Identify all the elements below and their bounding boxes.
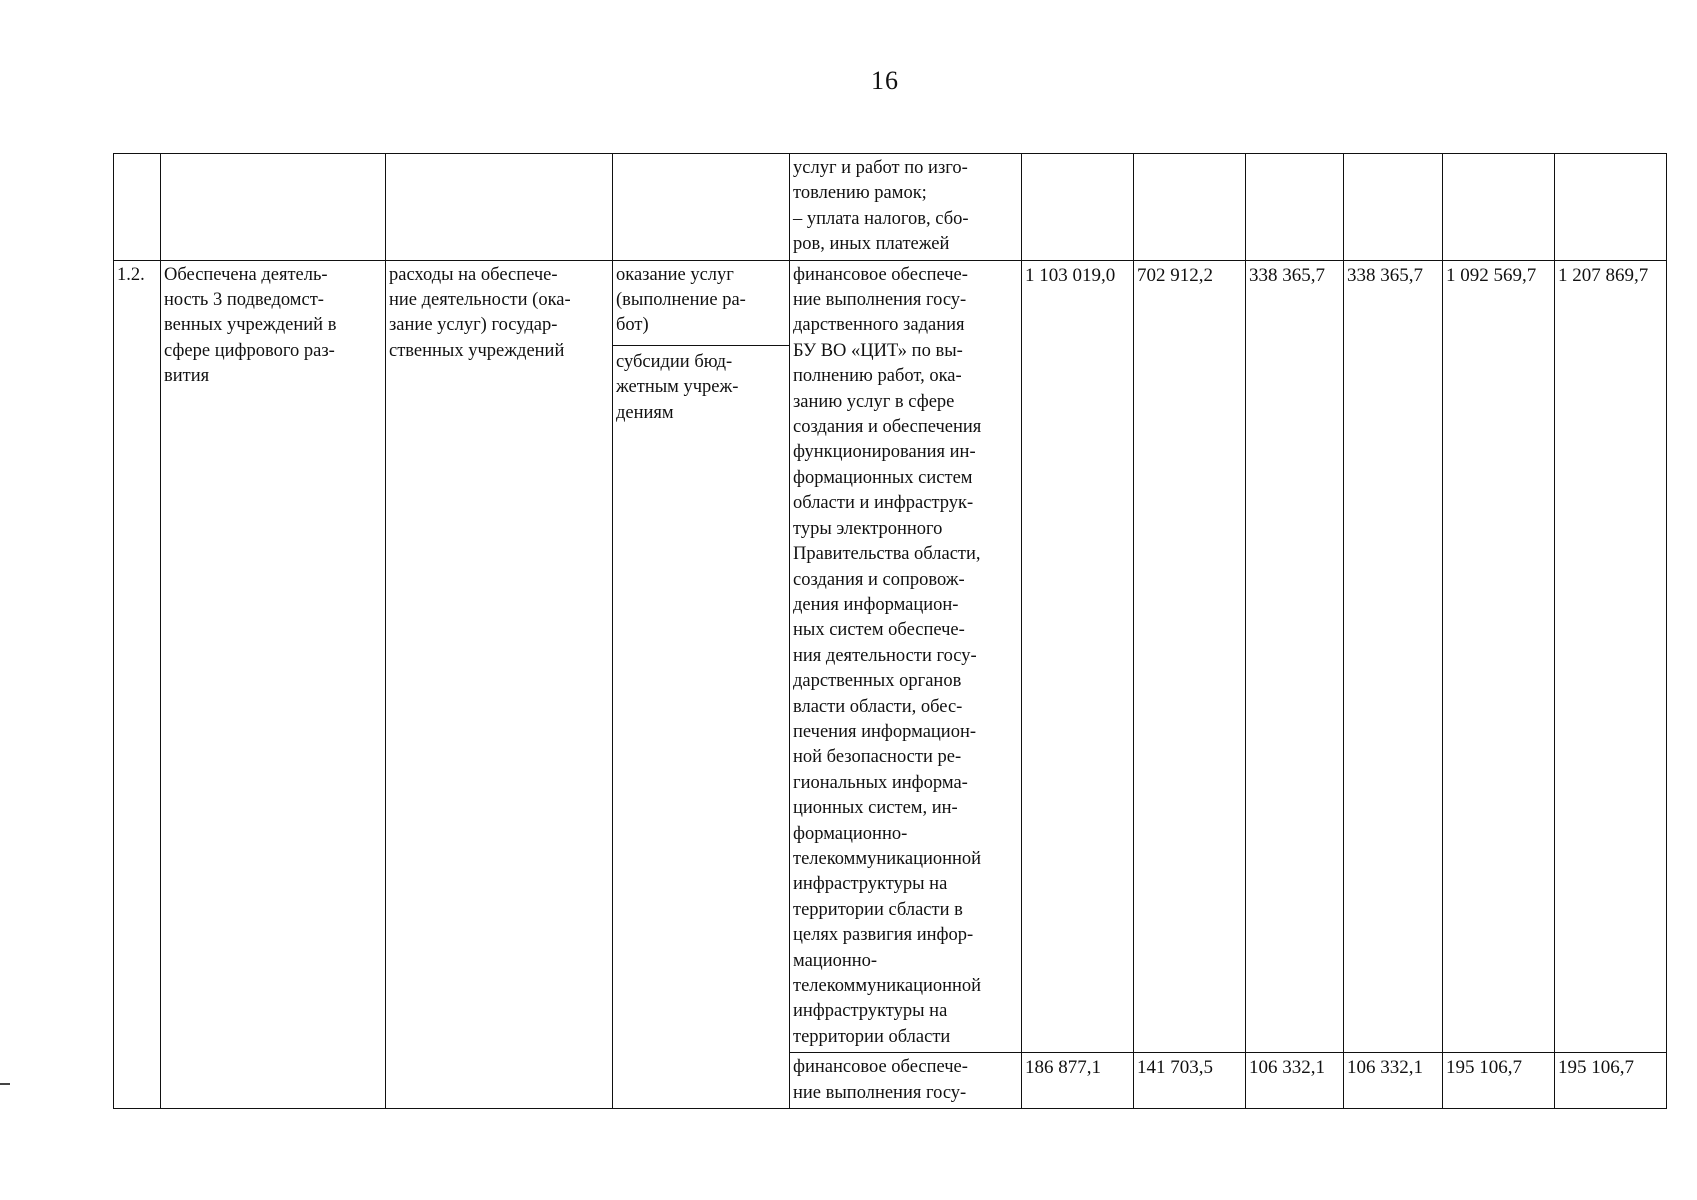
text-line: полнению работ, ока-: [793, 366, 962, 387]
value-cell: 338 365,7: [1246, 260, 1344, 1053]
expense-kind-services: [613, 261, 789, 345]
continuation-description: [790, 154, 1022, 261]
text-line: – уплата налогов, сбо-: [793, 208, 969, 229]
text-line: финансовое обеспече-: [793, 1057, 968, 1078]
text-line: БУ ВО «ЦИТ» по вы-: [793, 340, 963, 361]
text-line: финансовое обеспече-: [793, 264, 968, 285]
text-line: ционных систем, ин-: [793, 798, 958, 819]
text-line: власти области, обес-: [793, 696, 963, 717]
text-line: формационно-: [793, 823, 908, 844]
text-line: ние выполнения госу-: [793, 1082, 967, 1103]
text-line: зание услуг) государ-: [389, 315, 558, 336]
value-cell: 106 332,1: [1344, 1053, 1443, 1109]
text-line: дарственных органов: [793, 671, 962, 692]
text-line: дения информацион-: [793, 594, 959, 615]
text-line: ния деятельности госу-: [793, 645, 977, 666]
text-line: оказание услуг: [616, 264, 734, 285]
text-line: Правительства области,: [793, 544, 981, 565]
text-line: вития: [164, 366, 210, 387]
expense-kind-cell: [613, 260, 790, 1108]
text-line: гиональных информа-: [793, 772, 968, 793]
cell-expense-kind-empty: [613, 154, 790, 261]
value-cell: 106 332,1: [1246, 1053, 1344, 1109]
value-cell: 141 703,5: [1134, 1053, 1246, 1109]
value-cell-empty: [1022, 154, 1134, 261]
description-cell: [790, 1053, 1022, 1109]
text-line: расходы на обеспече-: [389, 264, 558, 285]
text-line: целях развигия инфор-: [793, 925, 974, 946]
text-line: услуг и работ по изго-: [793, 158, 968, 178]
text-line: создания и сопровож-: [793, 569, 965, 590]
text-line: ность 3 подведомст-: [164, 290, 324, 311]
text-line: венных учреждений в: [164, 315, 337, 336]
description-cell: [790, 260, 1022, 1053]
text-line: сфере цифрового раз-: [164, 340, 335, 361]
text-line: печения информацион-: [793, 721, 977, 742]
text-line: инфраструктуры на: [793, 1001, 948, 1022]
value-cell: 1 092 569,7: [1443, 260, 1555, 1053]
budget-table: [113, 153, 1667, 1109]
text-line: телекоммуникационной: [793, 848, 982, 869]
text-line: ние деятельности (ока-: [389, 290, 571, 311]
text-line: дарственного задания: [793, 315, 965, 336]
text-line: ственных учреждений: [389, 340, 565, 361]
text-line: туры электронного: [793, 518, 943, 539]
value-cell-empty: [1443, 154, 1555, 261]
text-line: территории сбласти в: [793, 899, 963, 920]
text-line: инфраструктуры на: [793, 874, 948, 895]
value-cell: 186 877,1: [1022, 1053, 1134, 1109]
value-cell: 1 207 869,7: [1555, 260, 1667, 1053]
expense-kind-subsidies: [613, 345, 789, 428]
text-line: (выполнение ра-: [616, 290, 746, 311]
value-cell-empty: [1344, 154, 1443, 261]
text-line: Обеспечена деятель-: [164, 264, 328, 285]
value-cell-empty: [1134, 154, 1246, 261]
value-cell-empty: [1246, 154, 1344, 261]
text-line: ров, иных платежей: [793, 234, 950, 255]
text-line: области и инфраструк-: [793, 493, 974, 514]
continuation-row: [114, 154, 1667, 261]
text-line: функционирования ин-: [793, 442, 976, 463]
page-number: 16: [871, 66, 899, 95]
text-line: занию услуг в сфере: [793, 391, 955, 412]
text-line: ние выполнения госу-: [793, 290, 967, 311]
text-line: жетным учреж-: [616, 377, 739, 398]
text-line: территории области: [793, 1026, 951, 1047]
text-line: товлению рамок;: [793, 183, 927, 204]
value-cell: 1 103 019,0: [1022, 260, 1134, 1053]
text-line: бот): [616, 315, 649, 336]
table-row-1-2: [114, 260, 1667, 1053]
cell-expense-type-empty: [386, 154, 613, 261]
text-line: мационно-: [793, 950, 878, 971]
text-line: телекоммуникационной: [793, 976, 982, 996]
value-cell: 338 365,7: [1344, 260, 1443, 1053]
text-line: субсидии бюд-: [616, 351, 733, 372]
value-cell: 195 106,7: [1555, 1053, 1667, 1109]
cell-index-empty: [114, 154, 161, 261]
scan-margin-mark: [0, 1083, 10, 1085]
row-index: 1.2.: [114, 260, 161, 1108]
expense-type-cell: [386, 260, 613, 1108]
value-cell-empty: [1555, 154, 1667, 261]
text-line: ных систем обеспече-: [793, 620, 965, 641]
result-cell: [161, 260, 386, 1108]
text-line: создания и обеспечения: [793, 417, 982, 438]
text-line: формационных систем: [793, 467, 973, 488]
text-line: ной безопасности ре-: [793, 747, 962, 768]
cell-result-empty: [161, 154, 386, 261]
text-line: дениям: [616, 402, 674, 423]
value-cell: 195 106,7: [1443, 1053, 1555, 1109]
value-cell: 702 912,2: [1134, 260, 1246, 1053]
